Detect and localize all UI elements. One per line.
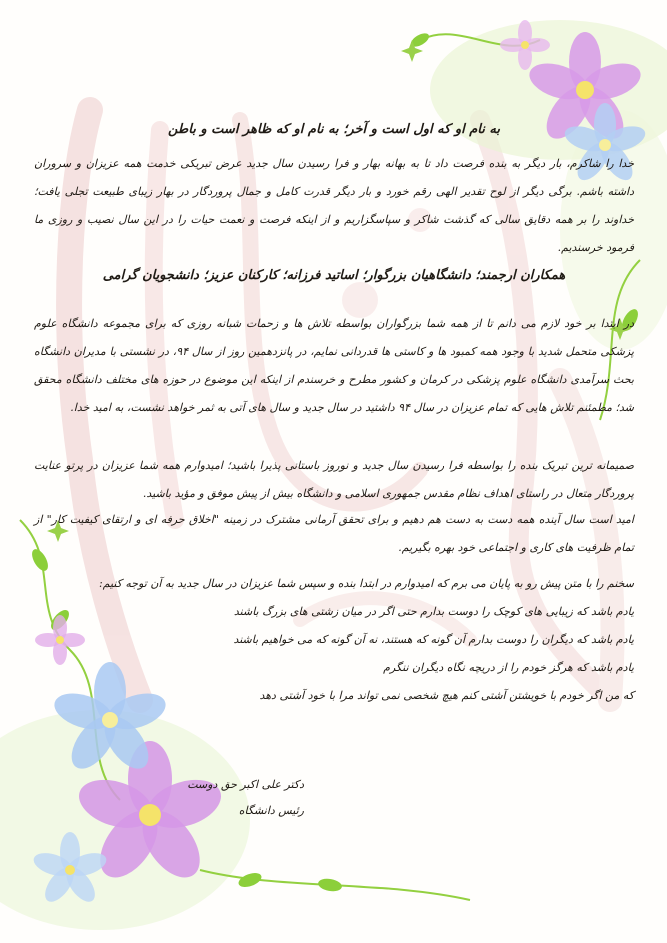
- signature-name: دکتر علی اکبر حق دوست: [187, 778, 304, 791]
- paragraph-hope: امید است سال آینده همه دست به دست هم دهیم و برای تحقق آرمانی مشترک در زمینه "اخلاق حرفه ای و ارتقای کیفیت کار" از تمام ظرفیت های کاری و اجتماعی خود بهره بگیریم.: [34, 513, 634, 554]
- signature-title: رئیس دانشگاه: [238, 804, 304, 817]
- opening-invocation: به نام او که اول است و آخر؛ به نام او که ظاهر است و باطن: [168, 122, 500, 137]
- signature-block: [84, 772, 304, 824]
- closing-line: یادم باشد که دیگران را دوست بدارم آن گونه که هستند، نه آن گونه که می خواهیم باشند: [233, 633, 634, 646]
- closing-line: سخنم را با متن پیش رو به پایان می برم که امیدوارم در ابتدا بنده و سپس شما عزیزان در سال جدید به آن توجه کنیم:: [98, 577, 634, 590]
- closing-line: یادم باشد که هرگز خودم را از دریچه نگاه دیگران ننگرم: [383, 661, 634, 674]
- paragraph-congratulation: صمیمانه ترین تبریک بنده را بواسطه فرا رسیدن سال جدید و نوروز باستانی پذیرا باشید؛ امیدوارم همه شما عزیزان در پرتو عنایت پروردگار متعال در راستای اهداف نظام مقدس جمهوری اسلامی و دانشگاه بیش از پیش موفق و مؤید باشید.: [34, 459, 634, 500]
- letter-content: [34, 112, 634, 902]
- paragraph-greeting: خدا را شاکرم، بار دیگر به بنده فرصت داد تا به بهانه بهار و فرا رسیدن سال جدید عرض تبریکی خدمت همه عزیزان و سروران داشته باشم. برگی دیگر از لوح تقدیر الهی رقم خورد و بار دیگر قدرت کامل و جمال پروردگار در بهار زیبای طبیعت تجلی یافت؛ خداوند را بر همه دقایق سالی که گذشت شاکر و سپاسگزاریم و از اینکه فرصت و نعمت حیات را در این سال نصیب و روزی ما فرمود خرسندیم.: [34, 157, 634, 254]
- paragraph-appreciation: در ابتدا بر خود لازم می دانم تا از همه شما بزرگواران بواسطه تلاش ها و زحمات شبانه روزی که برای مجموعه دانشگاه علوم پزشکی متحمل شدید با وجود همه کمبود ها و کاستی ها قدردانی نمایم، در پانزدهمین روز از سال ۹۴، در نشستی با مدیران دانشگاه بحث سرآمدی دانشگاه علوم پزشکی در کرمان و کشور مطرح و خرسندم از اینکه این موضوع در حوزه های مختلف دانشگاه محقق شد؛ مطمئنم تلاش هایی که تمام عزیزان در سال ۹۴ داشتید در سال جدید و سال های آتی به ثمر خواهد نشست، به امید خدا.: [34, 317, 634, 414]
- salutation-heading: همکاران ارجمند؛ دانشگاهیان بزرگوار؛ اساتید فرزانه؛ کارکنان عزیز؛ دانشجویان گرامی: [102, 268, 566, 283]
- closing-line: یادم باشد که زیبایی های کوچک را دوست بدارم حتی اگر در میان زشتی های بزرگ باشند: [233, 605, 634, 618]
- closing-line: که من اگر خودم با خویشتن آشتی کنم هیچ شخصی نمی تواند مرا با خود آشتی دهد: [259, 689, 634, 702]
- closing-lines: [74, 570, 634, 710]
